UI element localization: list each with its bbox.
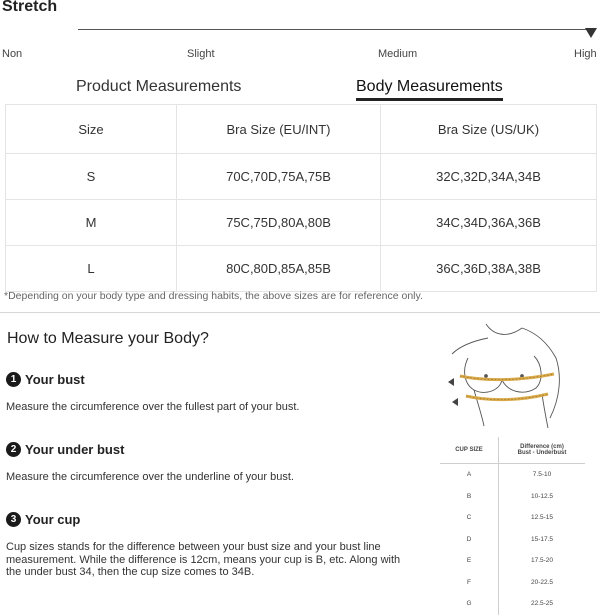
eu-int-cell: 70C,70D,75A,75B xyxy=(177,154,381,200)
table-row xyxy=(440,507,585,529)
step-title: Your bust xyxy=(25,372,85,387)
difference-header-line2: Bust - Underbust xyxy=(517,450,567,456)
step-cup-heading xyxy=(6,512,80,527)
table-row xyxy=(6,200,597,246)
difference-header xyxy=(499,437,586,464)
step-under-bust-text: Measure the circumference over the underline of your bust. xyxy=(6,471,294,483)
step-cup-text: Cup sizes stands for the difference between your bust size and your bust line measurement. While the difference is 12cm, means your cup is B, etc. Along with the under bust 34, then the cup size comes to 34B. xyxy=(6,541,401,578)
cup-cell: E xyxy=(466,557,472,565)
step-bust-heading xyxy=(6,372,85,387)
size-table xyxy=(5,104,597,292)
cup-cell: F xyxy=(467,578,471,586)
stretch-level-non: Non xyxy=(2,48,23,60)
stretch-level-high: High xyxy=(574,48,597,60)
cup-cell: B xyxy=(466,492,472,500)
eu-int-cell: 75C,75D,80A,80B xyxy=(177,200,381,246)
stretch-scale-line xyxy=(78,29,592,30)
table-row xyxy=(440,593,585,615)
stretch-level-slight: Slight xyxy=(187,48,215,60)
header-us-uk: Bra Size (US/UK) xyxy=(381,105,597,154)
size-table-header-row xyxy=(6,105,597,154)
torso-measurement-illustration xyxy=(438,318,568,430)
cup-size-chart xyxy=(440,437,585,615)
difference-cell: 20-22.5 xyxy=(499,572,586,594)
reference-note: *Depending on your body type and dressing habits, the above sizes are for reference only. xyxy=(4,290,423,302)
eu-int-cell: 80C,80D,85A,85B xyxy=(177,246,381,292)
step-number-icon: 2 xyxy=(6,442,21,457)
table-row xyxy=(6,246,597,292)
step-bust-text: Measure the circumference over the fullest part of your bust. xyxy=(6,401,300,413)
header-size: Size xyxy=(6,105,177,154)
difference-cell: 12.5-15 xyxy=(499,507,586,529)
tab-body-measurements[interactable]: Body Measurements xyxy=(356,78,503,101)
table-row xyxy=(440,486,585,508)
difference-cell: 17.5-20 xyxy=(499,550,586,572)
table-row xyxy=(440,529,585,551)
us-uk-cell: 32C,32D,34A,34B xyxy=(381,154,597,200)
step-title: Your cup xyxy=(25,512,81,527)
table-row xyxy=(440,572,585,594)
step-number-icon: 3 xyxy=(6,512,21,527)
size-cell: S xyxy=(6,154,177,200)
guide-title: How to Measure your Body? xyxy=(7,330,209,347)
cup-cell: A xyxy=(466,471,472,479)
cup-header: CUP SIZE xyxy=(440,437,499,464)
difference-header-line1: Difference (cm) xyxy=(520,444,564,450)
cup-cell: D xyxy=(466,535,472,543)
table-row xyxy=(6,154,597,200)
difference-cell: 15-17.5 xyxy=(499,529,586,551)
cup-chart-header-row xyxy=(440,437,585,464)
stretch-title: Stretch xyxy=(2,0,58,15)
difference-cell: 10-12.5 xyxy=(499,486,586,508)
step-under-bust-heading xyxy=(6,442,124,457)
stretch-pointer-icon xyxy=(585,28,597,38)
section-divider xyxy=(0,312,600,313)
difference-cell: 7.5-10 xyxy=(499,464,586,486)
cup-cell: G xyxy=(466,600,472,608)
tab-product-measurements[interactable]: Product Measurements xyxy=(76,78,242,95)
size-cell: L xyxy=(6,246,177,292)
step-title: Your under bust xyxy=(25,442,125,457)
us-uk-cell: 36C,36D,38A,38B xyxy=(381,246,597,292)
header-eu-int: Bra Size (EU/INT) xyxy=(177,105,381,154)
table-row xyxy=(440,464,585,486)
cup-cell: C xyxy=(466,514,472,522)
table-row xyxy=(440,550,585,572)
difference-cell: 22.5-25 xyxy=(499,593,586,615)
step-number-icon: 1 xyxy=(6,372,21,387)
size-cell: M xyxy=(6,200,177,246)
us-uk-cell: 34C,34D,36A,36B xyxy=(381,200,597,246)
stretch-level-medium: Medium xyxy=(378,48,418,60)
